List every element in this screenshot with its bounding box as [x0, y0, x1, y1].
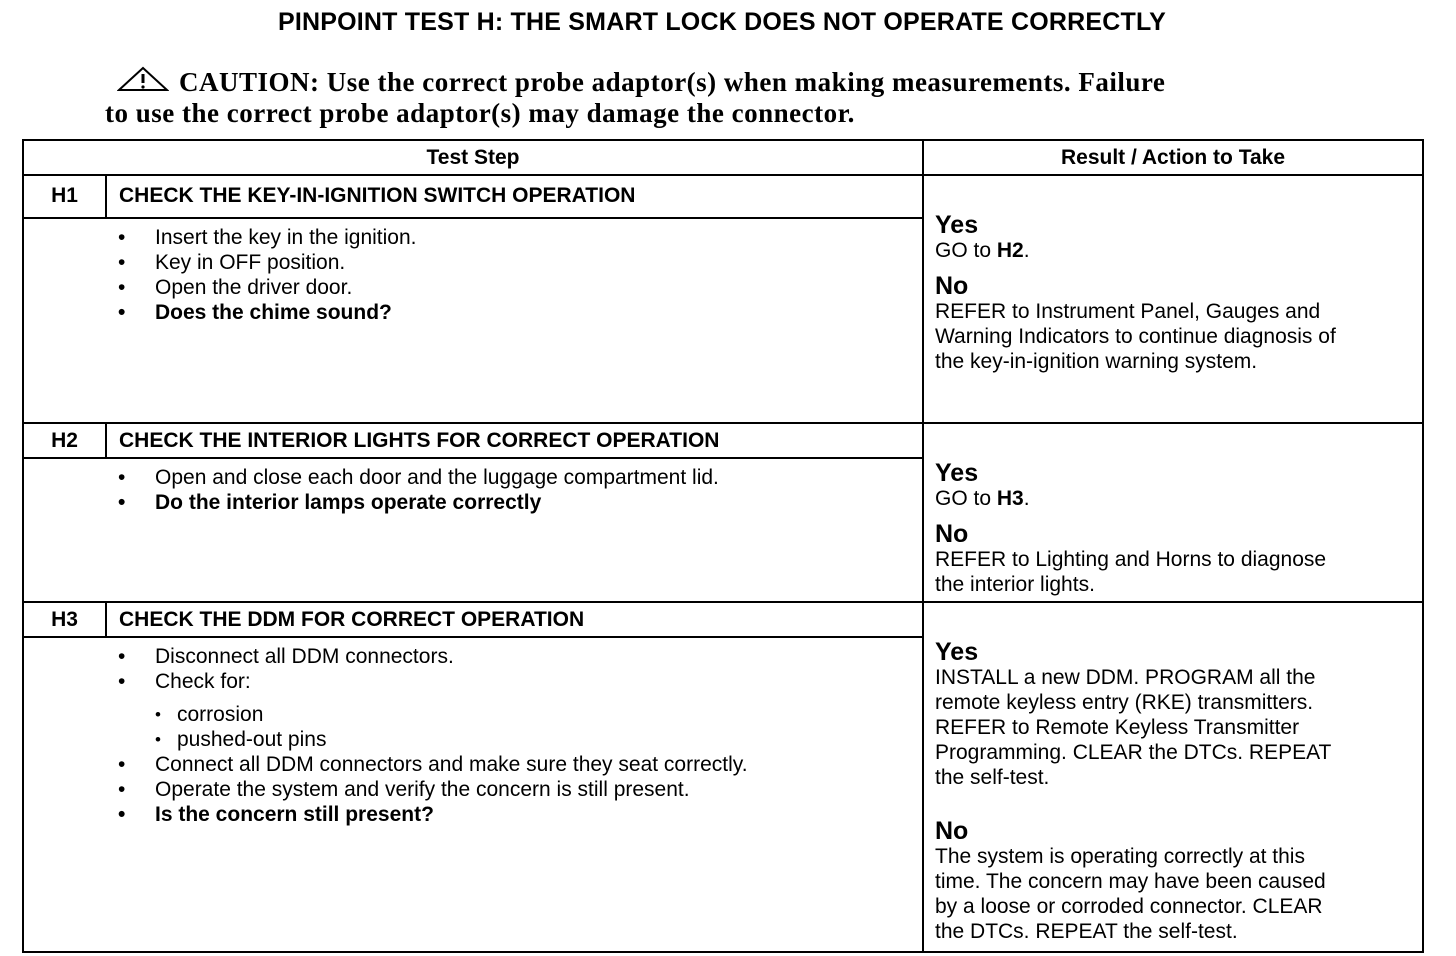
list-item: • Insert the key in the ignition. — [118, 225, 922, 250]
step-title: CHECK THE INTERIOR LIGHTS FOR CORRECT OPERATION — [106, 423, 923, 458]
result-no — [935, 818, 1416, 944]
step-id: H1 — [23, 175, 106, 218]
yes-action-line: INSTALL a new DDM. PROGRAM all the — [935, 666, 1316, 689]
step-instructions — [106, 458, 923, 602]
step-id-spacer — [23, 218, 106, 423]
instruction-list — [106, 465, 922, 515]
caution-line-2: to use the correct probe adaptor(s) may damage the connector. — [105, 98, 855, 128]
no-action-line: by a loose or corroded connector. CLEAR — [935, 895, 1323, 918]
pinpoint-table — [22, 139, 1424, 953]
step-id-spacer — [23, 637, 106, 952]
step-title-row — [23, 175, 1423, 218]
no-action-line: the interior lights. — [935, 573, 1095, 596]
no-action-line: the key-in-ignition warning system. — [935, 350, 1258, 373]
no-action-line: The system is operating correctly at this — [935, 845, 1305, 868]
list-item-question: • Does the chime sound? — [118, 300, 922, 325]
step-title-row — [23, 602, 1423, 637]
step-id-spacer — [23, 458, 106, 602]
no-action-line: REFER to Instrument Panel, Gauges and — [935, 300, 1321, 323]
caution-line-1 — [105, 66, 1305, 98]
sub-list-item: • pushed-out pins — [155, 727, 922, 752]
warning-triangle-icon — [117, 66, 169, 92]
list-item: • Open and close each door and the luggage compartment lid. — [118, 465, 922, 490]
step-result — [923, 423, 1423, 602]
step-id: H3 — [23, 602, 106, 637]
yes-action — [935, 238, 1416, 263]
instruction-list — [106, 225, 922, 325]
instruction-list — [106, 644, 922, 827]
list-item: • Key in OFF position. — [118, 250, 922, 275]
result-no — [935, 521, 1416, 597]
yes-action-text: GO to — [935, 239, 997, 262]
no-action-line: REFER to Lighting and Horns to diagnose — [935, 548, 1327, 571]
yes-action-line: remote keyless entry (RKE) transmitters. — [935, 691, 1314, 714]
yes-action-line: the self-test. — [935, 766, 1050, 789]
sub-list-item: • corrosion — [155, 702, 922, 727]
no-label: No — [935, 817, 969, 845]
list-item: • Operate the system and verify the concern is still present. — [118, 777, 922, 802]
caution-text-1: CAUTION: Use the correct probe adaptor(s) when making measurements. Failure — [179, 67, 1166, 97]
caution-notice — [105, 66, 1305, 129]
step-instructions — [106, 637, 923, 952]
table-header-row — [23, 140, 1423, 175]
yes-action-line: REFER to Remote Keyless Transmitter — [935, 716, 1300, 739]
no-action-line: the DTCs. REPEAT the self-test. — [935, 920, 1238, 943]
no-label: No — [935, 520, 969, 548]
list-item-text: Check for: — [155, 670, 251, 693]
result-yes — [935, 639, 1416, 790]
yes-action-suffix: . — [1023, 239, 1030, 262]
header-result-action: Result / Action to Take — [923, 140, 1423, 175]
list-item: • Connect all DDM connectors and make sure they seat correctly. — [118, 752, 922, 777]
header-test-step: Test Step — [23, 140, 923, 175]
no-action-line: Warning Indicators to continue diagnosis of — [935, 325, 1336, 348]
result-no — [935, 273, 1416, 374]
yes-label: Yes — [935, 459, 979, 487]
yes-action — [935, 486, 1416, 511]
result-yes — [935, 212, 1416, 263]
step-result — [923, 602, 1423, 952]
yes-action-text: GO to — [935, 487, 997, 510]
step-title: CHECK THE DDM FOR CORRECT OPERATION — [106, 602, 923, 637]
yes-label: Yes — [935, 211, 979, 239]
yes-step-ref: H3 — [996, 487, 1024, 510]
list-item: • Disconnect all DDM connectors. — [118, 644, 922, 669]
step-id: H2 — [23, 423, 106, 458]
list-item: • Open the driver door. — [118, 275, 922, 300]
yes-step-ref: H2 — [996, 239, 1024, 262]
sub-list — [155, 702, 922, 752]
step-instructions — [106, 218, 923, 423]
yes-label: Yes — [935, 638, 979, 666]
list-item-question: • Do the interior lamps operate correctly — [118, 490, 922, 515]
step-title: CHECK THE KEY-IN-IGNITION SWITCH OPERATION — [106, 175, 923, 218]
no-action-line: time. The concern may have been caused — [935, 870, 1326, 893]
step-title-row — [23, 423, 1423, 458]
step-result — [923, 175, 1423, 423]
list-item-with-sublist — [118, 669, 922, 752]
no-label: No — [935, 272, 969, 300]
list-item-question: • Is the concern still present? — [118, 802, 922, 827]
page-title: PINPOINT TEST H: THE SMART LOCK DOES NOT OPERATE CORRECTLY — [277, 8, 1167, 36]
yes-action-line: Programming. CLEAR the DTCs. REPEAT — [935, 741, 1332, 764]
result-yes — [935, 460, 1416, 511]
yes-action-suffix: . — [1023, 487, 1030, 510]
